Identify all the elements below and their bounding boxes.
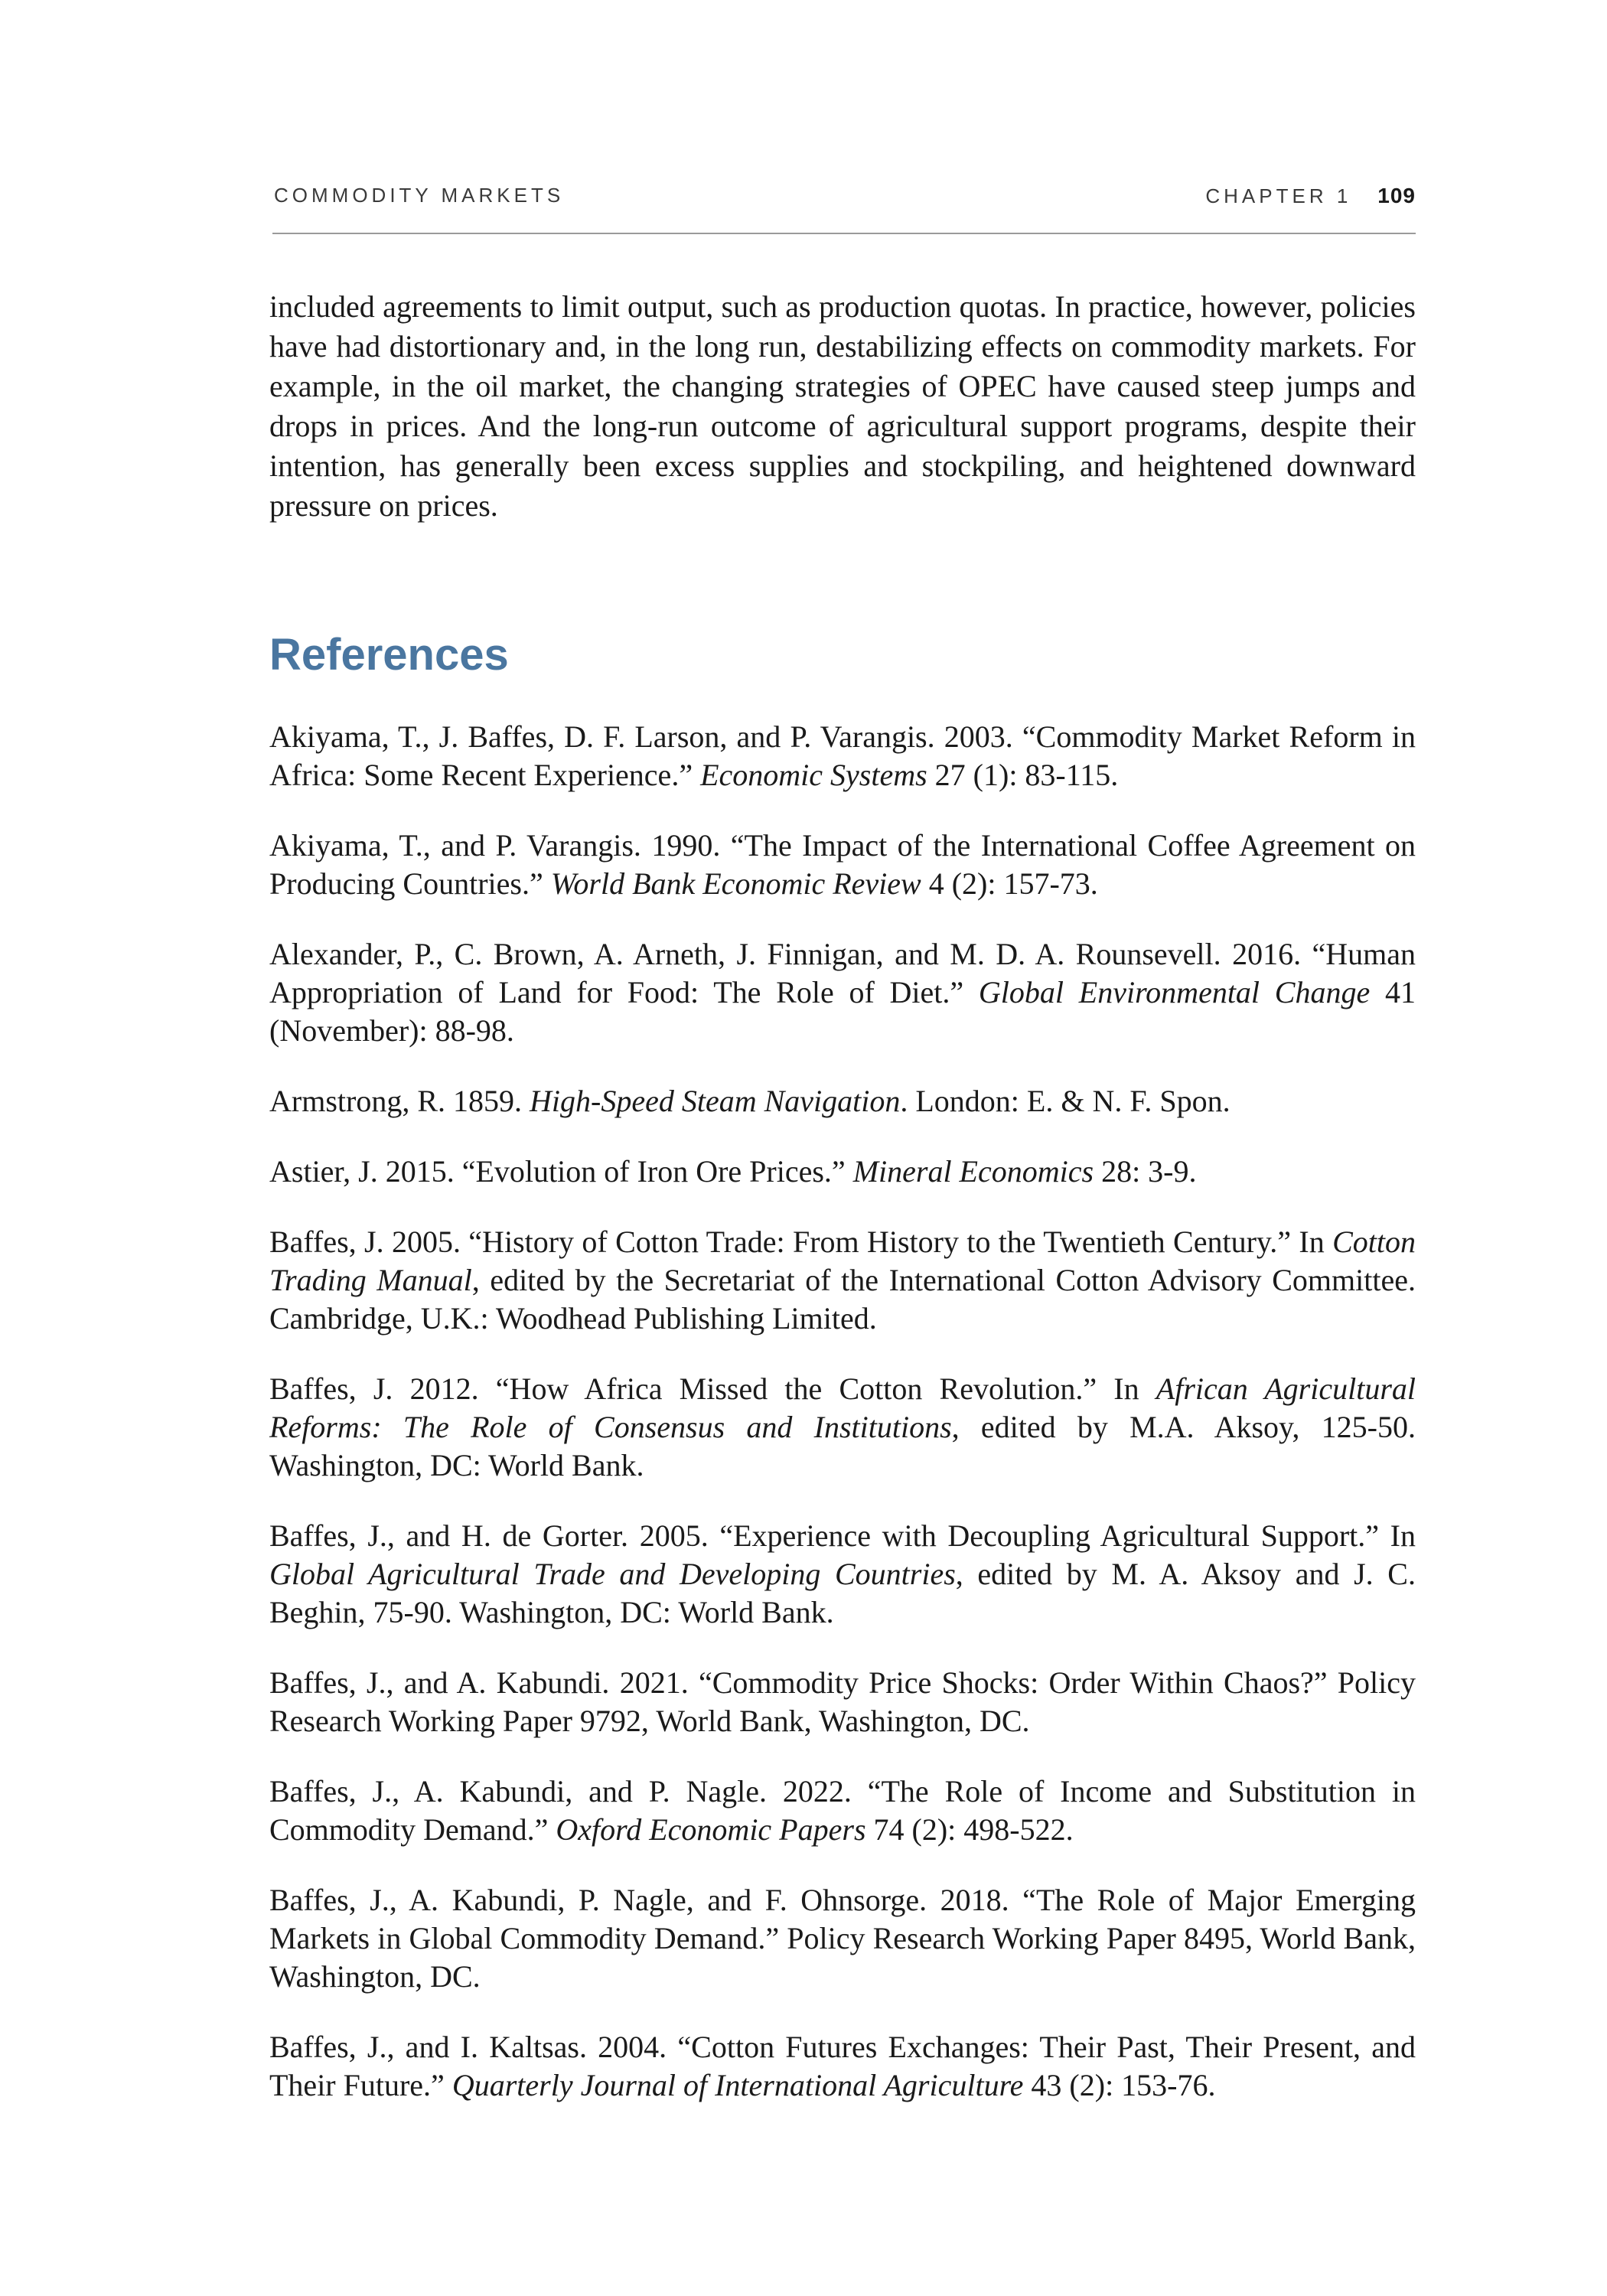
reference-entry (269, 1664, 1416, 1740)
reference-details: , edited by the Secretariat of the International Cotton Advisory Committee. Cambridge, U.K.: Woodhead Publishing Limited. (269, 1263, 1416, 1336)
reference-text: Baffes, J. 2005. “History of Cotton Trade: From History to the Twentieth Century.” In (269, 1225, 1333, 1259)
reference-source-title: High-Speed Steam Navigation (530, 1084, 901, 1118)
page-number: 109 (1377, 184, 1416, 207)
reference-entry (269, 1153, 1416, 1191)
reference-text: Baffes, J., A. Kabundi, and P. Nagle. 2022. “The Role of Income and Substitution in Commodity Demand.” (269, 1774, 1416, 1847)
reference-entry (269, 718, 1416, 794)
reference-text: Baffes, J. 2012. “How Africa Missed the Cotton Revolution.” In (269, 1371, 1156, 1406)
reference-entry (269, 1517, 1416, 1632)
reference-source-title: World Bank Economic Review (550, 866, 921, 901)
reference-text: Baffes, J., A. Kabundi, P. Nagle, and F. Ohnsorge. 2018. “The Role of Major Emerging Markets in Global Commodity Demand.” Policy Research Working Paper 8495, World Bank, Washington, DC. (269, 1883, 1416, 1994)
reference-source-title: Cotton Trading Manual (269, 1225, 1416, 1297)
reference-text: Baffes, J., and I. Kaltsas. 2004. “Cotton Futures Exchanges: Their Past, Their Present, and Their Future.” (269, 2030, 1416, 2102)
intro-paragraph: included agreements to limit output, such as production quotas. In practice, however, policies have had distortionary and, in the long run, destabilizing effects on commodity markets. For example, in the oil market, the changing strategies of OPEC have caused steep jumps and drops in prices. And the long-run outcome of agricultural support programs, despite their intention, has generally been excess supplies and stockpiling, and heightened downward pressure on prices. (269, 289, 1416, 523)
reference-entry (269, 2028, 1416, 2105)
reference-details: 41 (November): 88-98. (269, 975, 1416, 1048)
reference-text: Akiyama, T., and P. Varangis. 1990. “The Impact of the International Coffee Agreement on Producing Countries.” (269, 828, 1416, 901)
reference-source-title: Global Environmental Change (978, 975, 1371, 1009)
chapter-and-page (1205, 184, 1416, 208)
reference-entry (269, 827, 1416, 903)
reference-list (269, 718, 1416, 2137)
reference-details: 43 (2): 153-76. (1023, 2068, 1216, 2102)
references-heading: References (269, 630, 509, 680)
section-title: COMMODITY MARKETS (274, 184, 565, 207)
reference-details: 74 (2): 498-522. (865, 1812, 1074, 1847)
reference-source-title: Oxford Economic Papers (556, 1812, 866, 1847)
reference-source-title: Mineral Economics (852, 1154, 1094, 1189)
reference-source-title: Global Agricultural Trade and Developing Countries (269, 1557, 956, 1591)
reference-details: 4 (2): 157-73. (921, 866, 1098, 901)
reference-entry (269, 1881, 1416, 1996)
reference-entry (269, 1082, 1416, 1120)
reference-entry (269, 1773, 1416, 1849)
reference-details: , edited by M. A. Aksoy and J. C. Beghin, 75-90. Washington, DC: World Bank. (269, 1557, 1416, 1629)
reference-entry (269, 935, 1416, 1050)
reference-text: Baffes, J., and A. Kabundi. 2021. “Commodity Price Shocks: Order Within Chaos?” Policy Research Working Paper 9792, World Bank, Washington, DC. (269, 1665, 1416, 1738)
reference-entry (269, 1223, 1416, 1338)
reference-text: Alexander, P., C. Brown, A. Arneth, J. Finnigan, and M. D. A. Rounsevell. 2016. “Human Appropriation of Land for Food: The Role of Diet.” (269, 937, 1416, 1009)
reference-source-title: Economic Systems (700, 758, 927, 792)
running-header (272, 184, 1416, 234)
reference-details: 27 (1): 83-115. (927, 758, 1119, 792)
reference-details: , edited by M.A. Aksoy, 125-50. Washington, DC: World Bank. (269, 1410, 1416, 1482)
reference-text: Astier, J. 2015. “Evolution of Iron Ore Prices.” (269, 1154, 853, 1189)
reference-details: 28: 3-9. (1094, 1154, 1197, 1189)
reference-text: Armstrong, R. 1859. (269, 1084, 530, 1118)
reference-text: Akiyama, T., J. Baffes, D. F. Larson, and P. Varangis. 2003. “Commodity Market Reform in Africa: Some Recent Experience.” (269, 719, 1416, 792)
chapter-label: CHAPTER 1 (1205, 184, 1352, 207)
reference-source-title: Quarterly Journal of International Agriculture (451, 2068, 1024, 2102)
reference-text: Baffes, J., and H. de Gorter. 2005. “Experience with Decoupling Agricultural Support.” In (269, 1518, 1416, 1553)
reference-entry (269, 1370, 1416, 1485)
reference-details: . London: E. & N. F. Spon. (900, 1084, 1231, 1118)
reference-source-title: African Agricultural Reforms: The Role of Consensus and Institutions (269, 1371, 1416, 1444)
